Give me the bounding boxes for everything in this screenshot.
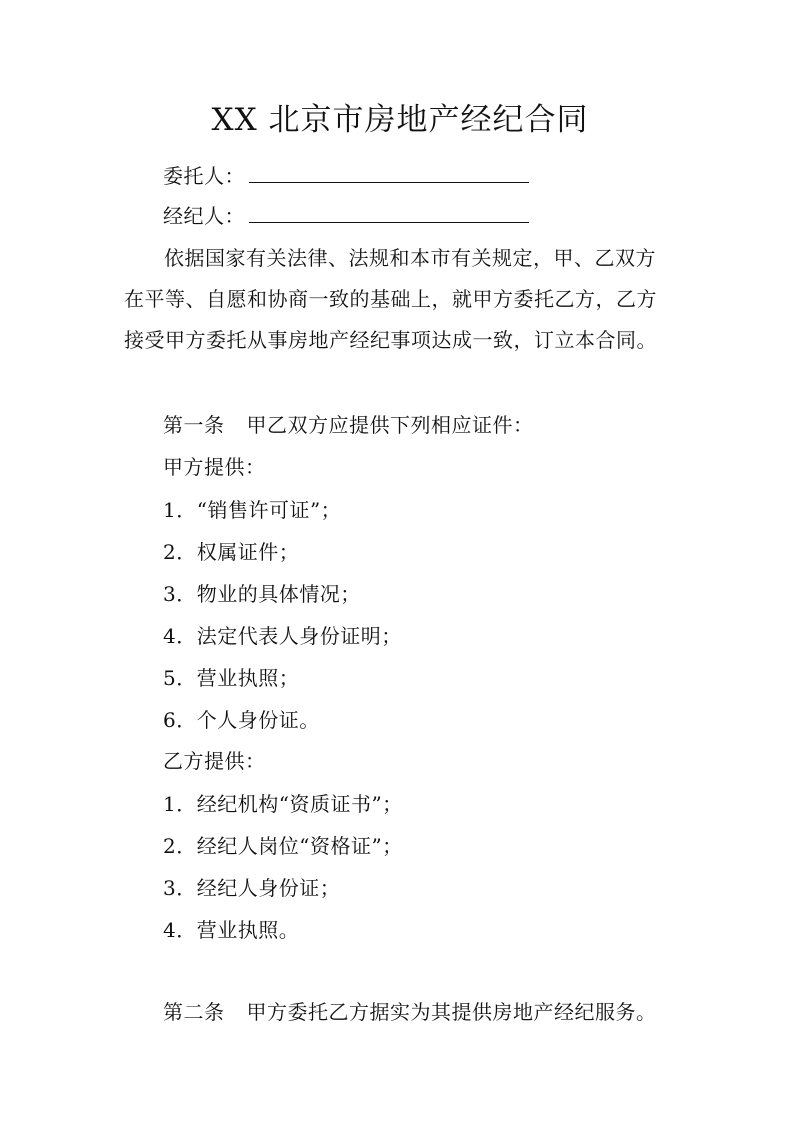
article-1-text: 甲乙双方应提供下列相应证件：: [246, 413, 534, 437]
party-b-item: 2．经纪人岗位“资格证”；: [163, 834, 403, 858]
party-b-item: 4．营业执照。: [163, 918, 300, 942]
agent-label: 经纪人：: [163, 204, 245, 228]
agent-row: [163, 200, 529, 231]
document-title: XX 北京市房地产经纪合同: [211, 102, 589, 138]
party-a-item: 4．法定代表人身份证明；: [163, 624, 402, 648]
party-a-item: 3．物业的具体情况；: [163, 582, 361, 606]
agent-blank-field: [249, 200, 529, 223]
party-a-item: 1．“销售许可证”；: [163, 498, 342, 522]
party-a-item: 6．个人身份证。: [163, 708, 320, 732]
preamble-line: 接受甲方委托从事房地产经纪事项达成一致，订立本合同。: [124, 328, 657, 352]
article-2-text: 甲方委托乙方据实为其提供房地产经纪服务。: [246, 1000, 657, 1024]
party-b-heading: 乙方提供：: [163, 749, 266, 773]
article-1: [163, 410, 534, 440]
party-a-item: 2．权属证件；: [163, 540, 300, 564]
principal-blank-field: [249, 160, 529, 183]
article-2: [163, 997, 657, 1027]
party-a-item: 5．营业执照；: [163, 666, 300, 690]
article-1-label: 第一条: [163, 413, 225, 437]
preamble-paragraph: [124, 238, 684, 361]
party-b-item: 3．经纪人身份证；: [163, 876, 341, 900]
preamble-line: 在平等、自愿和协商一致的基础上，就甲方委托乙方，乙方: [124, 287, 657, 311]
principal-label: 委托人：: [163, 164, 245, 188]
principal-row: [163, 160, 529, 191]
party-a-heading: 甲方提供：: [163, 455, 266, 479]
article-2-label: 第二条: [163, 1000, 225, 1024]
party-b-item: 1．经纪机构“资质证书”；: [163, 792, 403, 816]
preamble-line: 依据国家有关法律、法规和本市有关规定，甲、乙双方: [164, 246, 656, 270]
